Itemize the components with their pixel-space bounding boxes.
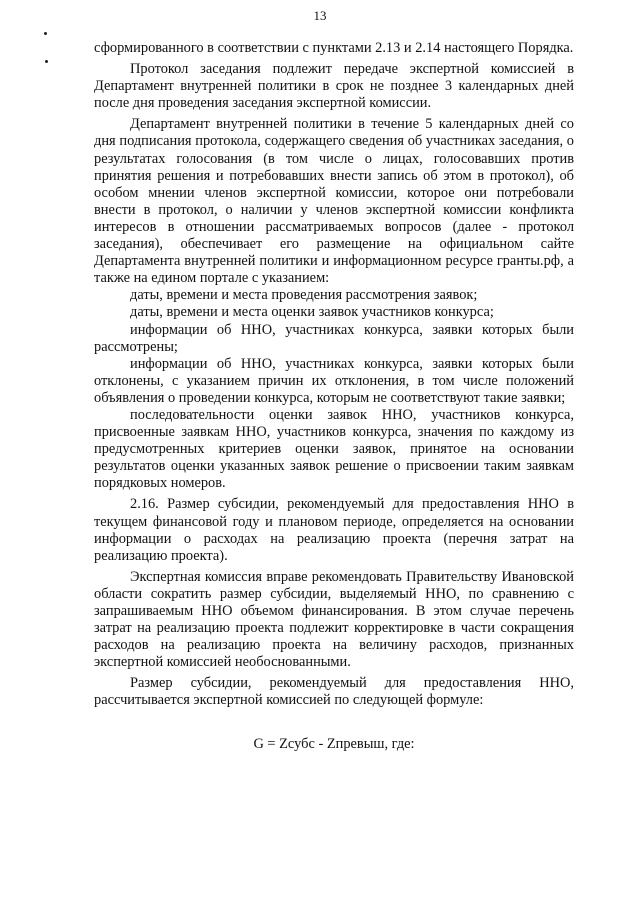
list-item-evaluation-sequence: последовательности оценки заявок ННО, участников конкурса, присвоенные заявкам ННО, участников конкурса, значения по каждому из предусмотренных критериев оценки заявок, принятое на основании результатов оценки указанных заявок решение о присвоении таким заявкам порядковых номеров.: [94, 406, 574, 492]
scan-speck: [44, 32, 47, 35]
paragraph-commission-reduction: Экспертная комиссия вправе рекомендовать Правительству Ивановской области сократить размер субсидии, выделяемый ННО, по сравнению с запрашиваемым ННО объемом финансирования. В этом случае перечень затрат на реализацию проекта подлежит корректировке в части сокращения расходов на реализацию проекта на величину расходов, признанных экспертной комиссией необоснованными.: [94, 568, 574, 671]
list-item-reviewed-applications: информации об ННО, участниках конкурса, заявки которых были рассмотрены;: [94, 321, 574, 355]
list-item-evaluation-date: даты, времени и места оценки заявок участников конкурса;: [130, 304, 494, 321]
list-item-rejected-applications: информации об ННО, участниках конкурса, заявки которых были отклонены, с указанием причин их отклонения, в том числе положений объявления о проведении конкурса, которым не соответствуют такие заявки;: [94, 355, 574, 406]
paragraph-2-16: 2.16. Размер субсидии, рекомендуемый для предоставления ННО в текущем финансовой году и плановом периоде, определяется на основании информации о расходах на реализацию проекта (перечня затрат на реализацию проекта).: [94, 496, 574, 564]
subsidy-formula: G = Zсубс - Zпревыш, где:: [253, 735, 415, 752]
list-item-review-date: даты, времени и места проведения рассмотрения заявок;: [130, 287, 478, 304]
paragraph-protocol-publication: Департамент внутренней политики в течение 5 календарных дней со дня подписания протокола, содержащего сведения об участниках заседания, о результатах голосования (в том числе о лицах, голосовавших против принятия решения и потребовавших внести запись об этом в протокол), об особом мнении членов экспертной комиссии, которое они потребовали внести в протокол, о наличии у членов экспертной комиссии конфликта интересов в отношении рассматриваемых вопросов (далее - протокол заседания), обеспечивает его размещение на официальном сайте Департамента внутренней политики и информационном ресурсе гранты.рф, а также на едином портале с указанием:: [94, 116, 574, 287]
paragraph-protocol-transfer: Протокол заседания подлежит передаче экспертной комиссией в Департамент внутренней политики в срок не позднее 3 календарных дней после дня проведения заседания экспертной комиссии.: [94, 61, 574, 112]
page-number: 13: [313, 8, 327, 23]
document-body: [94, 40, 574, 753]
paragraph-subsidy-formula-intro: Размер субсидии, рекомендуемый для предоставления ННО, рассчитывается экспертной комиссией по следующей формуле:: [94, 675, 574, 709]
paragraph-continuation: сформированного в соответствии с пунктами 2.13 и 2.14 настоящего Порядка.: [94, 40, 574, 56]
scan-speck: [45, 60, 48, 63]
